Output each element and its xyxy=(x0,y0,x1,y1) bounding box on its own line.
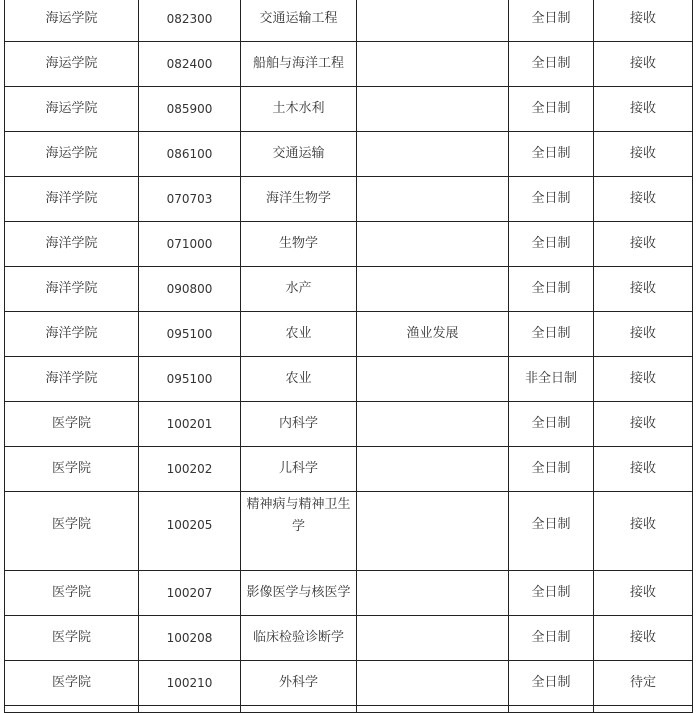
admission-status-cell: 接收 xyxy=(594,357,693,402)
study-mode-cell: 全日制 xyxy=(509,267,594,312)
table-row xyxy=(5,177,693,222)
school-cell: 海洋学院 xyxy=(5,177,139,222)
major-name-cell: 农业 xyxy=(241,312,357,357)
research-direction-cell xyxy=(357,267,509,312)
admission-status-cell xyxy=(594,706,693,713)
table-row xyxy=(5,0,693,42)
research-direction-cell xyxy=(357,132,509,177)
research-direction-cell: 渔业发展 xyxy=(357,312,509,357)
admission-status-cell: 接收 xyxy=(594,0,693,42)
major-code-cell: 100205 xyxy=(139,492,241,571)
major-code-cell: 100207 xyxy=(139,571,241,616)
research-direction-cell xyxy=(357,87,509,132)
major-name-cell: 临床检验诊断学 xyxy=(241,616,357,661)
table-row xyxy=(5,312,693,357)
major-name-cell: 船舶与海洋工程 xyxy=(241,42,357,87)
major-name-cell: 儿科学 xyxy=(241,447,357,492)
admission-status-cell: 接收 xyxy=(594,132,693,177)
school-cell: 医学院 xyxy=(5,661,139,706)
study-mode-cell: 全日制 xyxy=(509,312,594,357)
table-body xyxy=(5,0,693,713)
study-mode-cell: 全日制 xyxy=(509,616,594,661)
study-mode-cell: 全日制 xyxy=(509,661,594,706)
major-code-cell xyxy=(139,706,241,713)
study-mode-cell: 全日制 xyxy=(509,0,594,42)
major-code-cell: 100208 xyxy=(139,616,241,661)
table-row xyxy=(5,447,693,492)
school-cell: 海运学院 xyxy=(5,0,139,42)
major-code-cell: 100210 xyxy=(139,661,241,706)
major-name-cell: 海洋生物学 xyxy=(241,177,357,222)
table-row xyxy=(5,706,693,713)
admission-status-cell: 接收 xyxy=(594,222,693,267)
research-direction-cell xyxy=(357,492,509,571)
major-code-cell: 100201 xyxy=(139,402,241,447)
school-cell: 医学院 xyxy=(5,447,139,492)
table-row xyxy=(5,571,693,616)
major-code-cell: 086100 xyxy=(139,132,241,177)
major-code-cell: 082300 xyxy=(139,0,241,42)
school-cell: 海运学院 xyxy=(5,132,139,177)
school-cell: 医学院 xyxy=(5,616,139,661)
admission-status-cell: 待定 xyxy=(594,661,693,706)
table-row xyxy=(5,222,693,267)
school-cell: 海运学院 xyxy=(5,87,139,132)
major-name-cell: 外科学 xyxy=(241,661,357,706)
research-direction-cell xyxy=(357,357,509,402)
admission-status-cell: 接收 xyxy=(594,87,693,132)
school-cell: 海洋学院 xyxy=(5,357,139,402)
table-row xyxy=(5,492,693,571)
admission-status-cell: 接收 xyxy=(594,447,693,492)
study-mode-cell: 全日制 xyxy=(509,87,594,132)
research-direction-cell xyxy=(357,222,509,267)
admission-status-cell: 接收 xyxy=(594,402,693,447)
major-name-cell: 农业 xyxy=(241,357,357,402)
school-cell: 医学院 xyxy=(5,402,139,447)
school-cell: 医学院 xyxy=(5,492,139,571)
study-mode-cell: 全日制 xyxy=(509,132,594,177)
major-name-cell: 土木水利 xyxy=(241,87,357,132)
admissions-table xyxy=(4,0,693,713)
table-row xyxy=(5,402,693,447)
major-code-cell: 095100 xyxy=(139,357,241,402)
table-row xyxy=(5,661,693,706)
table-row xyxy=(5,267,693,312)
study-mode-cell: 非全日制 xyxy=(509,357,594,402)
research-direction-cell xyxy=(357,661,509,706)
research-direction-cell xyxy=(357,706,509,713)
admission-status-cell: 接收 xyxy=(594,267,693,312)
study-mode-cell: 全日制 xyxy=(509,447,594,492)
research-direction-cell xyxy=(357,177,509,222)
study-mode-cell: 全日制 xyxy=(509,222,594,267)
research-direction-cell xyxy=(357,0,509,42)
table-row xyxy=(5,87,693,132)
study-mode-cell: 全日制 xyxy=(509,402,594,447)
admission-status-cell: 接收 xyxy=(594,312,693,357)
study-mode-cell: 全日制 xyxy=(509,42,594,87)
table-row xyxy=(5,132,693,177)
major-name-cell: 交通运输 xyxy=(241,132,357,177)
major-name-cell: 内科学 xyxy=(241,402,357,447)
school-cell: 海运学院 xyxy=(5,42,139,87)
table-row xyxy=(5,357,693,402)
major-name-cell xyxy=(241,706,357,713)
table-row xyxy=(5,42,693,87)
school-cell: 海洋学院 xyxy=(5,267,139,312)
admission-status-cell: 接收 xyxy=(594,177,693,222)
major-code-cell: 082400 xyxy=(139,42,241,87)
admission-status-cell: 接收 xyxy=(594,616,693,661)
school-cell: 医学院 xyxy=(5,571,139,616)
table-row xyxy=(5,616,693,661)
study-mode-cell: 全日制 xyxy=(509,571,594,616)
research-direction-cell xyxy=(357,447,509,492)
study-mode-cell: 全日制 xyxy=(509,492,594,571)
major-name-cell: 影像医学与核医学 xyxy=(241,571,357,616)
major-name-cell: 水产 xyxy=(241,267,357,312)
major-name-cell: 交通运输工程 xyxy=(241,0,357,42)
study-mode-cell xyxy=(509,706,594,713)
major-code-cell: 070703 xyxy=(139,177,241,222)
major-code-cell: 100202 xyxy=(139,447,241,492)
major-code-cell: 090800 xyxy=(139,267,241,312)
major-name-cell: 生物学 xyxy=(241,222,357,267)
major-code-cell: 071000 xyxy=(139,222,241,267)
research-direction-cell xyxy=(357,616,509,661)
research-direction-cell xyxy=(357,402,509,447)
research-direction-cell xyxy=(357,42,509,87)
research-direction-cell xyxy=(357,571,509,616)
school-cell: 海洋学院 xyxy=(5,312,139,357)
admission-status-cell: 接收 xyxy=(594,492,693,571)
study-mode-cell: 全日制 xyxy=(509,177,594,222)
major-code-cell: 085900 xyxy=(139,87,241,132)
major-name-cell: 精神病与精神卫生学 xyxy=(241,492,357,571)
school-cell: 海洋学院 xyxy=(5,222,139,267)
major-code-cell: 095100 xyxy=(139,312,241,357)
admission-status-cell: 接收 xyxy=(594,42,693,87)
school-cell xyxy=(5,706,139,713)
admission-status-cell: 接收 xyxy=(594,571,693,616)
